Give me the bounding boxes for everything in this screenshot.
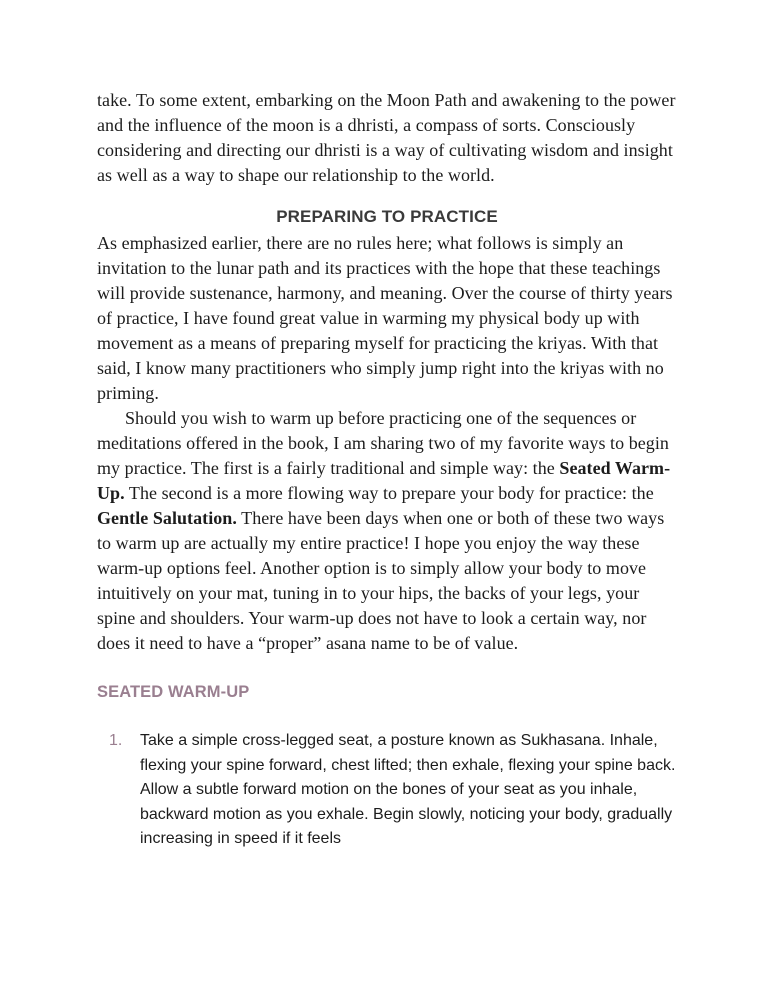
para2-text-3: There have been days when one or both of these two ways to warm up are actually my entire practice! I hope you enjoy the way these warm-up options feel. Another option is to simply allow your body to move intuitively on your mat, tuning in to your hips, the backs of your legs, your spine and shoulders. Your warm-up does not have to look a certain way, nor does it need to have a “proper” asana name to be of value. xyxy=(97,508,665,653)
preparing-paragraph-1: As emphasized earlier, there are no rules here; what follows is simply an invitation to the lunar path and its practices with the hope that these teachings will provide sustenance, harmony, and meaning. Over the course of thirty years of practice, I have found great value in warming my physical body up with movement as a means of preparing myself for practicing the kriyas. With that said, I know many practitioners who simply jump right into the kriyas with no priming. xyxy=(97,233,673,403)
step-text: Take a simple cross-legged seat, a posture known as Sukhasana. Inhale, flexing your spine forward, chest lifted; then exhale, flexing your spine back. Allow a subtle forward motion on the bones of your seat as you inhale, backward motion as you exhale. Begin slowly, noticing your body, gradually increasing in speed if it feels xyxy=(140,732,676,847)
section-heading-preparing: PREPARING TO PRACTICE xyxy=(276,207,498,226)
gentle-salutation-term: Gentle Salutation. xyxy=(97,508,237,528)
list-item xyxy=(97,729,677,852)
para2-text-1: Should you wish to warm up before practicing one of the sequences or meditations offered in the book, I am sharing two of my favorite ways to begin my practice. The first is a fairly traditional and simple way: the xyxy=(97,408,669,478)
book-page xyxy=(97,88,677,852)
para2-text-2: The second is a more flowing way to prepare your body for practice: the xyxy=(124,483,654,503)
intro-paragraph: take. To some extent, embarking on the Moon Path and awakening to the power and the influence of the moon is a dhristi, a compass of sorts. Consciously considering and directing our dhristi is a way of cultivating wisdom and insight as well as a way to shape our relationship to the world. xyxy=(97,90,676,185)
preparing-paragraph-2 xyxy=(97,406,677,656)
step-number: 1. xyxy=(109,732,123,749)
section-heading-seated-warmup: SEATED WARM-UP xyxy=(97,683,250,701)
warmup-steps-list xyxy=(97,729,677,852)
seated-warmup-term: Seated Warm-Up. xyxy=(97,458,671,503)
